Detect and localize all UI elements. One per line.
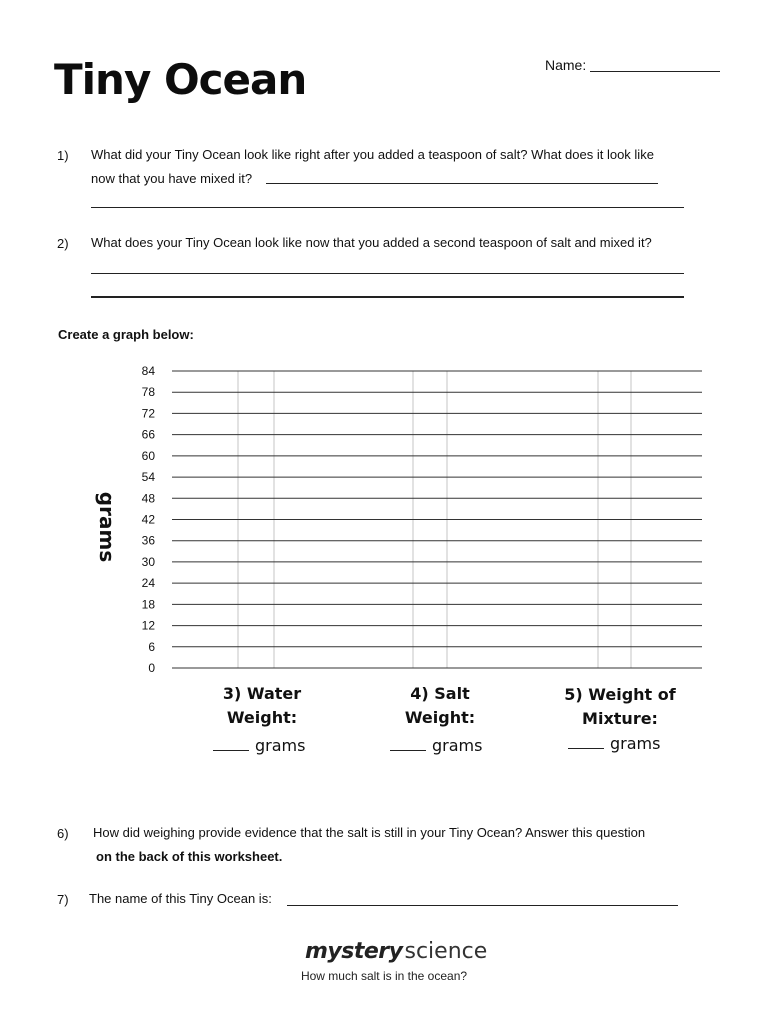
name-field[interactable] — [590, 71, 720, 72]
question-1-line-2: now that you have mixed it? — [91, 171, 253, 186]
graph-title: Create a graph below: — [58, 327, 194, 342]
question-2-number: 2) — [57, 236, 69, 251]
y-tick-label: 78 — [141, 385, 155, 400]
category-water-number: 3) — [222, 684, 242, 703]
question-6-number: 6) — [57, 826, 69, 841]
question-2-answer-line-2[interactable] — [91, 296, 684, 298]
mixture-grams-field[interactable] — [568, 734, 660, 753]
category-salt-line-1: Salt — [434, 684, 470, 703]
category-mixture-number: 5) — [564, 685, 583, 704]
salt-grams-unit: grams — [432, 736, 483, 755]
footer-tagline: How much salt is in the ocean? — [300, 969, 468, 983]
question-6-text — [93, 821, 733, 869]
y-tick-label: 72 — [141, 406, 155, 421]
salt-grams-blank[interactable] — [390, 750, 426, 751]
y-tick-label: 36 — [141, 533, 155, 548]
category-water-weight-label — [192, 682, 332, 730]
category-water-line-2: Weight: — [226, 708, 298, 727]
y-tick-label: 48 — [141, 491, 155, 506]
category-salt-weight-label — [370, 682, 510, 730]
question-1-answer-line-1[interactable] — [266, 183, 658, 184]
question-7-text: The name of this Tiny Ocean is: — [89, 891, 272, 906]
category-mixture-weight-label — [545, 683, 695, 731]
question-6-line-1: How did weighing provide evidence that the salt is still in your Tiny Ocean? Answer this question — [93, 825, 646, 840]
mixture-grams-unit: grams — [610, 734, 661, 753]
question-1-answer-line-2[interactable] — [91, 207, 684, 208]
y-tick-label: 42 — [141, 512, 155, 527]
category-mixture-line-1: Weight of — [588, 685, 676, 704]
page-title: Tiny Ocean — [54, 55, 307, 104]
name-label: Name: — [545, 57, 587, 73]
logo-mystery-text: mystery — [305, 939, 403, 964]
question-1-line-1: What did your Tiny Ocean look like right after you added a teaspoon of salt? What does it look like — [91, 147, 654, 162]
y-tick-label: 30 — [141, 554, 155, 569]
y-axis-label: grams — [95, 491, 119, 563]
y-tick-label: 54 — [141, 470, 155, 485]
y-tick-label: 6 — [148, 639, 155, 654]
y-tick-label: 66 — [141, 427, 155, 442]
salt-grams-field[interactable] — [390, 736, 482, 755]
mystery-science-logo — [305, 938, 487, 964]
water-grams-blank[interactable] — [213, 750, 249, 751]
logo-science-text: science — [404, 939, 488, 964]
water-grams-field[interactable] — [213, 736, 305, 755]
y-tick-label: 18 — [141, 597, 155, 612]
question-6-line-2: on the back of this worksheet. — [96, 849, 283, 864]
y-tick-label: 84 — [141, 364, 155, 378]
category-salt-number: 4) — [410, 684, 429, 703]
y-tick-label: 0 — [148, 661, 155, 675]
category-water-line-1: Water — [246, 684, 302, 703]
category-mixture-line-2: Mixture: — [582, 709, 658, 728]
question-7-answer-line[interactable] — [287, 905, 678, 906]
question-1-number: 1) — [57, 148, 69, 163]
y-tick-label: 60 — [141, 448, 155, 463]
y-tick-label: 24 — [141, 576, 155, 591]
question-2-text: What does your Tiny Ocean look like now that you added a second teaspoon of salt and mixed it? — [91, 235, 652, 250]
category-salt-line-2: Weight: — [404, 708, 476, 727]
water-grams-unit: grams — [255, 736, 306, 755]
y-tick-label: 12 — [141, 618, 155, 633]
mixture-grams-blank[interactable] — [568, 748, 604, 749]
graph-grid[interactable] — [0, 360, 768, 690]
question-7-number: 7) — [57, 892, 69, 907]
question-2-answer-line-1[interactable] — [91, 273, 684, 274]
